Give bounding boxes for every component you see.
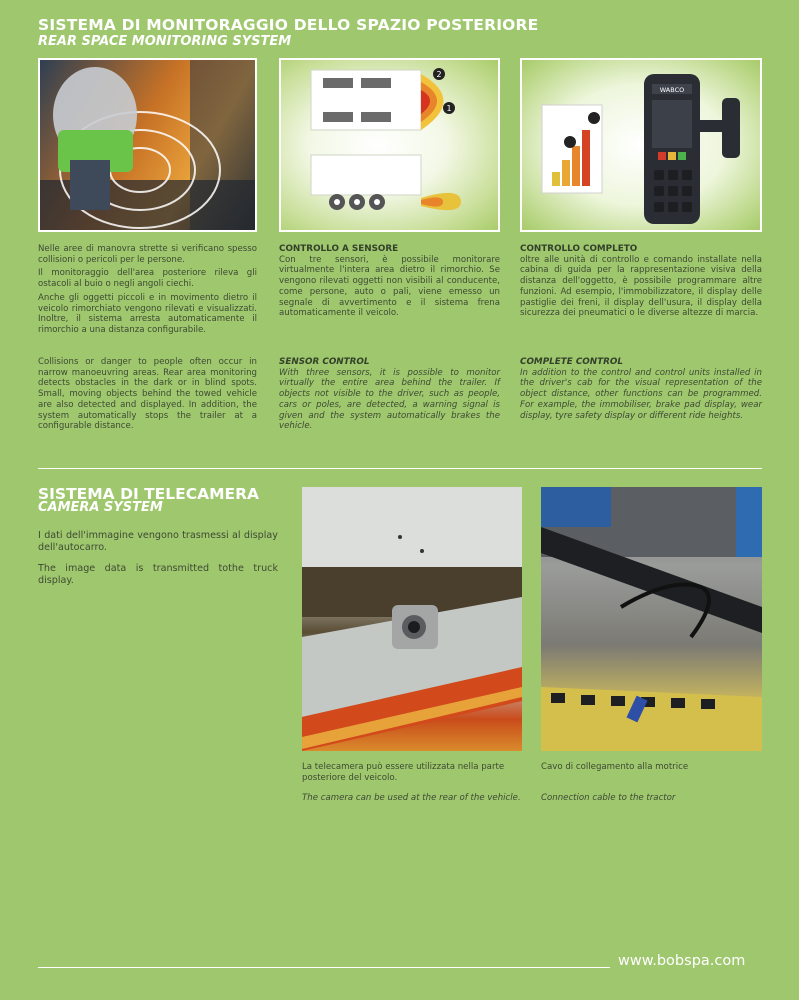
intro-paragraph: Anche gli oggetti piccoli e in movimento dietro il veicolo rimorchiato vengono rilevati e visualizzati. Inoltre, il sistema arresta automaticamente il rimorchio a una distanza configurabile. [38, 292, 257, 335]
camera-caption-en: The camera can be used at the rear of the vehicle. [302, 793, 521, 803]
sensor-coverage-diagram [279, 58, 500, 232]
complete-control-body-en: In addition to the control and control units installed in the driver's cab for the visual representation of the object distance, other functions can be programmed. For example, the immobiliser, brake pad display, wear display, tyre safety display or different ride heights. [520, 367, 762, 421]
section-divider [38, 468, 762, 469]
camera-section-title-en: CAMERA SYSTEM [38, 500, 163, 515]
complete-control-body-it: oltre alle unità di controllo e comando installate nella cabina di guida per la rappresentazione visiva della distanza dell'oggetto, è possibile programmare altre funzioni. Ad esempio, l'immobilizzatore, il display delle pastiglie dei freni, il display dell'usura, il display della sicurezza dei pneumatici o le diverse altezze di marcia. [520, 254, 762, 319]
sensor-control-it [279, 244, 500, 319]
website-link[interactable]: www.bobspa.com [618, 953, 746, 969]
complete-control-en [520, 357, 762, 421]
marker-1: 1 [446, 104, 452, 113]
sensor-control-heading-en: SENSOR CONTROL [279, 357, 370, 367]
intro-paragraph: Nelle aree di manovra strette si verificano spesso collisioni o pericoli per le persone. [38, 244, 257, 265]
sensor-control-heading-it: CONTROLLO A SENSORE [279, 244, 399, 254]
camera-text-it: I dati dell'immagine vengono trasmessi al display dell'autocarro. [38, 530, 278, 553]
sensor-control-en [279, 357, 500, 432]
intro-text-en: Collisions or danger to people often occur in narrow manoeuvring areas. Rear area monitoring detects obstacles in the dark or in blind spots. Small, moving objects behind the towed vehicle are also detected and displayed. In addition, the system automatically stops the trailer at a configurable distance. [38, 357, 257, 432]
cable-caption-it: Cavo di collegamento alla motrice [541, 762, 689, 772]
footer-divider [38, 967, 610, 968]
camera-caption-it: La telecamera può essere utilizzata nella parte posteriore del veicolo. [302, 762, 505, 783]
cable-caption-en: Connection cable to the tractor [541, 793, 676, 803]
sensor-control-body-it: Con tre sensori, è possibile monitorare virtualmente l'intera area dietro il rimorchio. Se vengono rilevati oggetti non visibili al conducente, come persone, auto o pali, viene emesso un segnale di avvertimento e il sistema frena automaticamente il veicolo. [279, 254, 500, 319]
control-display-photo [520, 58, 762, 232]
intro-paragraph: Il monitoraggio dell'area posteriore rileva gli ostacoli al buio o negli angoli ciechi. [38, 268, 257, 290]
section-title-en: REAR SPACE MONITORING SYSTEM [38, 34, 292, 49]
sensor-control-body-en: With three sensors, it is possible to monitor virtually the entire area behind the trailer. If objects not visible to the driver, such as people, cars or poles, are detected, a warning signal is given and the system automatically brakes the vehicle. [279, 367, 500, 432]
complete-control-heading-en: COMPLETE CONTROL [520, 357, 623, 367]
trailer-sensor-photo [38, 58, 257, 232]
marker-2: 2 [436, 70, 442, 79]
rear-camera-photo [302, 487, 522, 751]
complete-control-it [520, 244, 762, 319]
camera-text-en: The image data is transmitted tothe truck display. [38, 563, 278, 586]
section-title-it: SISTEMA DI MONITORAGGIO DELLO SPAZIO POSTERIORE [38, 16, 539, 34]
connection-cable-photo [541, 487, 762, 751]
intro-text-it [38, 244, 257, 339]
complete-control-heading-it: CONTROLLO COMPLETO [520, 244, 638, 254]
camera-section-title-it: SISTEMA DI TELECAMERA [38, 485, 260, 503]
device-brand-label: WABCO [659, 86, 685, 94]
